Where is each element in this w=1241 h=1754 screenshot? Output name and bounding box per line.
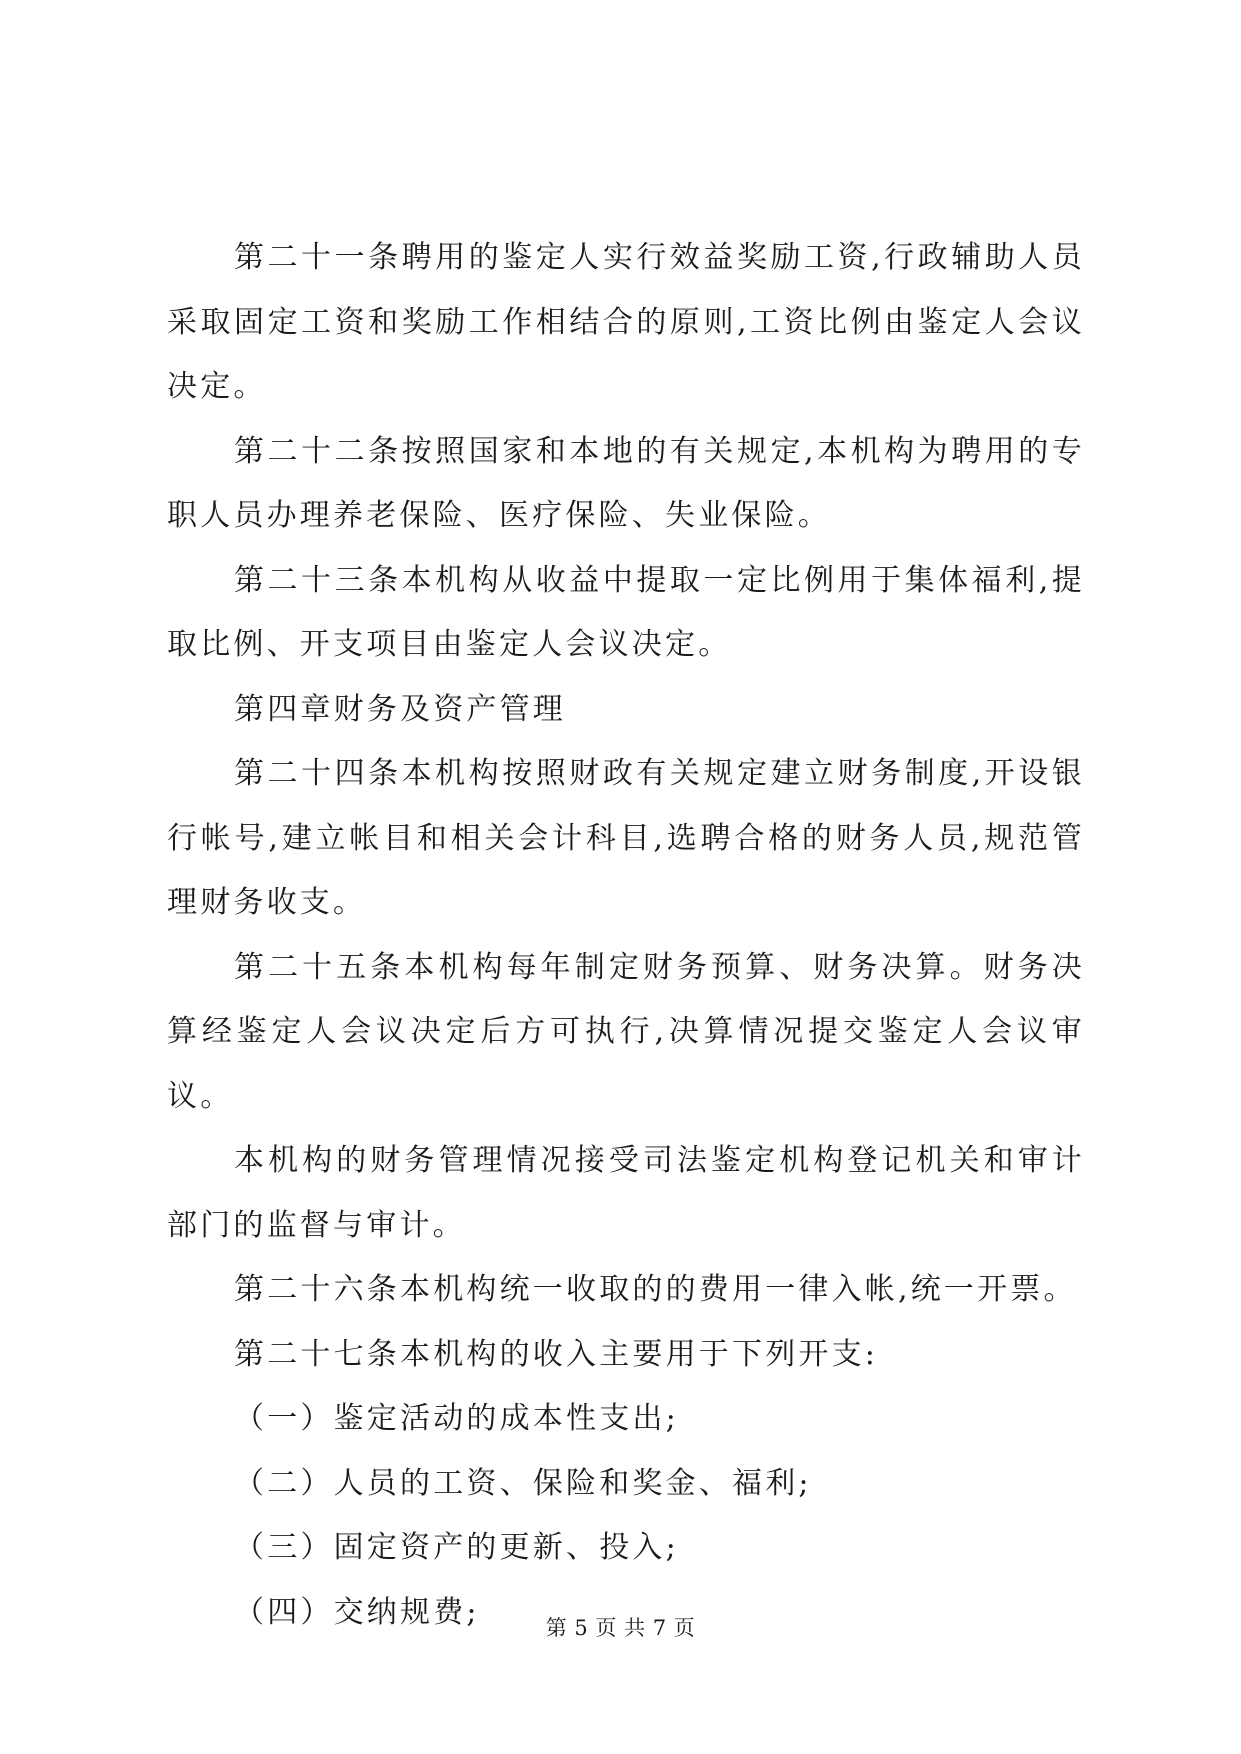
list-item-2: （二）人员的工资、保险和奖金、福利; <box>234 1465 812 1501</box>
paragraph-audit: 本机构的财务管理情况接受司法鉴定机构登记机关和审计部门的监督与审计。 <box>167 1143 1085 1243</box>
list-item-3: （三）固定资产的更新、投入; <box>234 1530 679 1565</box>
paragraph-article-25: 第二十五条本机构每年制定财务预算、财务决算。财务决算经鉴定人会议决定后方可执行,决算情况提交鉴定人会议审议。 <box>167 949 1085 1114</box>
paragraph-article-22: 第二十二条按照国家和本地的有关规定,本机构为聘用的专职人员办理养老保险、医疗保险、失业保险。 <box>167 433 1085 533</box>
document-body <box>167 226 1085 1645</box>
paragraph-article-24: 第二十四条本机构按照财政有关规定建立财务制度,开设银行帐号,建立帐目和相关会计科目,选聘合格的财务人员,规范管理财务收支。 <box>167 756 1085 920</box>
list-item-4: （四）交纳规费; <box>234 1594 480 1630</box>
paragraph-article-23: 第二十三条本机构从收益中提取一定比例用于集体福利,提取比例、开支项目由鉴定人会议决定。 <box>167 562 1085 662</box>
chapter-heading: 第四章财务及资产管理 <box>234 691 566 727</box>
list-item-1: （一）鉴定活动的成本性支出; <box>234 1401 679 1436</box>
paragraph-article-26: 第二十六条本机构统一收取的的费用一律入帐,统一开票。 <box>234 1272 1077 1307</box>
paragraph-article-21: 第二十一条聘用的鉴定人实行效益奖励工资,行政辅助人员采取固定工资和奖励工作相结合的原则,工资比例由鉴定人会议决定。 <box>167 240 1085 404</box>
paragraph-article-27: 第二十七条本机构的收入主要用于下列开支: <box>234 1336 879 1372</box>
page-number-footer: 第 5 页 共 7 页 <box>545 1616 696 1640</box>
